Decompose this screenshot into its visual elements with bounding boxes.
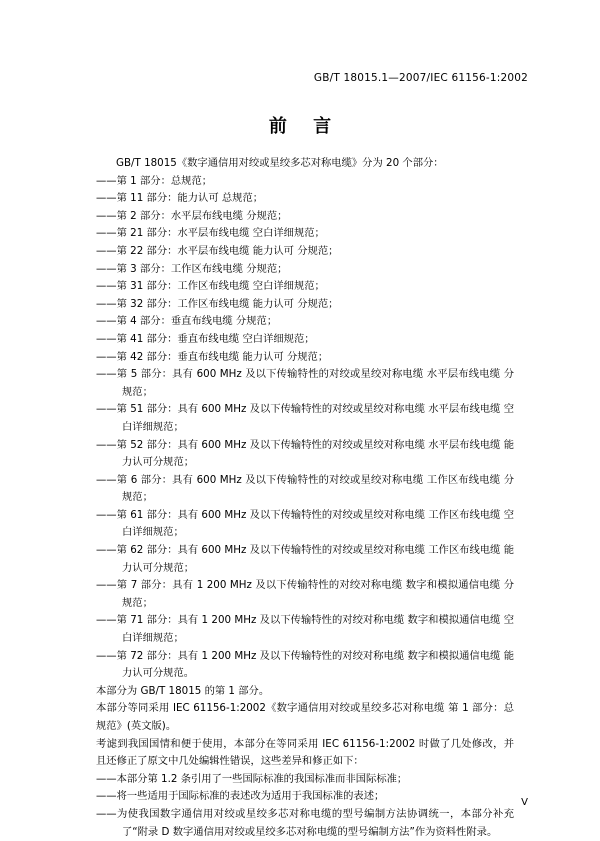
change-item: ——本部分第 1.2 条引用了一些国际标准的我国标准而非国际标准； [96, 772, 408, 785]
page-number: V [521, 797, 528, 808]
list-item: ——第 31 部分：工作区布线电缆 空白详细规范； [96, 280, 325, 293]
change-item: ——为使我国数字通信用对绞或星绞多芯对称电缆的型号编制方法协调统一，本部分补充了“附录 D 数字通信用对绞或星绞多芯对称电缆的型号编制方法”作为资料性附录。 [96, 807, 514, 838]
list-item: ——第 1 部分：总规范； [96, 174, 213, 187]
list-item: ——第 6 部分：具有 600 MHz 及以下传输特性的对绞或星绞对称电缆 工作区布线电缆 分规范； [96, 473, 514, 504]
list-item: ——第 32 部分：工作区布线电缆 能力认可 分规范； [96, 297, 339, 310]
list-item: ——第 71 部分：具有 1 200 MHz 及以下传输特性的对绞对称电缆 数字和模拟通信电缆 空白详细规范； [96, 614, 514, 645]
list-item: ——第 61 部分：具有 600 MHz 及以下传输特性的对绞或星绞对称电缆 工作区布线电缆 空白详细规范； [96, 508, 514, 539]
intro-paragraph: GB/T 18015《数字通信用对绞或星绞多芯对称电缆》分为 20 个部分： [116, 157, 444, 169]
list-item: ——第 41 部分：垂直布线电缆 空白详细规范； [96, 332, 315, 345]
paragraph-this-part: 本部分为 GB/T 18015 的第 1 部分。 [96, 684, 270, 697]
list-item: ——第 52 部分：具有 600 MHz 及以下传输特性的对绞或星绞对称电缆 水平层布线电缆 能力认可分规范； [96, 438, 514, 469]
change-item: ——将一些适用于国际标准的表述改为适用于我国标准的表述； [96, 790, 385, 803]
list-item: ——第 22 部分：水平层布线电缆 能力认可 分规范； [96, 244, 339, 257]
list-item: ——第 7 部分：具有 1 200 MHz 及以下传输特性的对绞对称电缆 数字和模拟通信电缆 分规范； [96, 579, 514, 609]
list-item: ——第 3 部分：工作区布线电缆 分规范； [96, 262, 288, 275]
list-item: ——第 42 部分：垂直布线电缆 能力认可 分规范； [96, 350, 329, 363]
paragraph-equivalent-adoption: 本部分等同采用 IEC 61156-1:2002《数字通信用对绞或星绞多芯对称电缆 第 1 部分：总规范》(英文版)。 [96, 702, 514, 732]
document-body [96, 155, 514, 841]
list-item: ——第 21 部分：水平层布线电缆 空白详细规范； [96, 227, 325, 240]
list-item: ——第 4 部分：垂直布线电缆 分规范； [96, 315, 278, 328]
list-item: ——第 62 部分：具有 600 MHz 及以下传输特性的对绞或星绞对称电缆 工作区布线电缆 能力认可分规范； [96, 544, 514, 574]
paragraph-changes-intro: 考滤到我国国情和便于使用，本部分在等同采用 IEC 61156-1:2002 时做了几处修改，并且还修正了原文中几处编辑性错误，这些差异和修正如下： [96, 737, 514, 768]
page-title: 前 言 [268, 116, 342, 137]
page-header-standard-ref: GB/T 18015.1—2007/IEC 61156-1:2002 [313, 72, 528, 84]
list-item: ——第 72 部分：具有 1 200 MHz 及以下传输特性的对绞对称电缆 数字和模拟通信电缆 能力认可分规范。 [96, 649, 514, 680]
list-item: ——第 5 部分：具有 600 MHz 及以下传输特性的对绞或星绞对称电缆 水平层布线电缆 分规范； [96, 368, 514, 398]
list-item: ——第 2 部分：水平层布线电缆 分规范； [96, 209, 288, 222]
list-item: ——第 51 部分：具有 600 MHz 及以下传输特性的对绞或星绞对称电缆 水平层布线电缆 空白详细规范； [96, 403, 514, 433]
list-item: ——第 11 部分：能力认可 总规范； [96, 192, 264, 205]
